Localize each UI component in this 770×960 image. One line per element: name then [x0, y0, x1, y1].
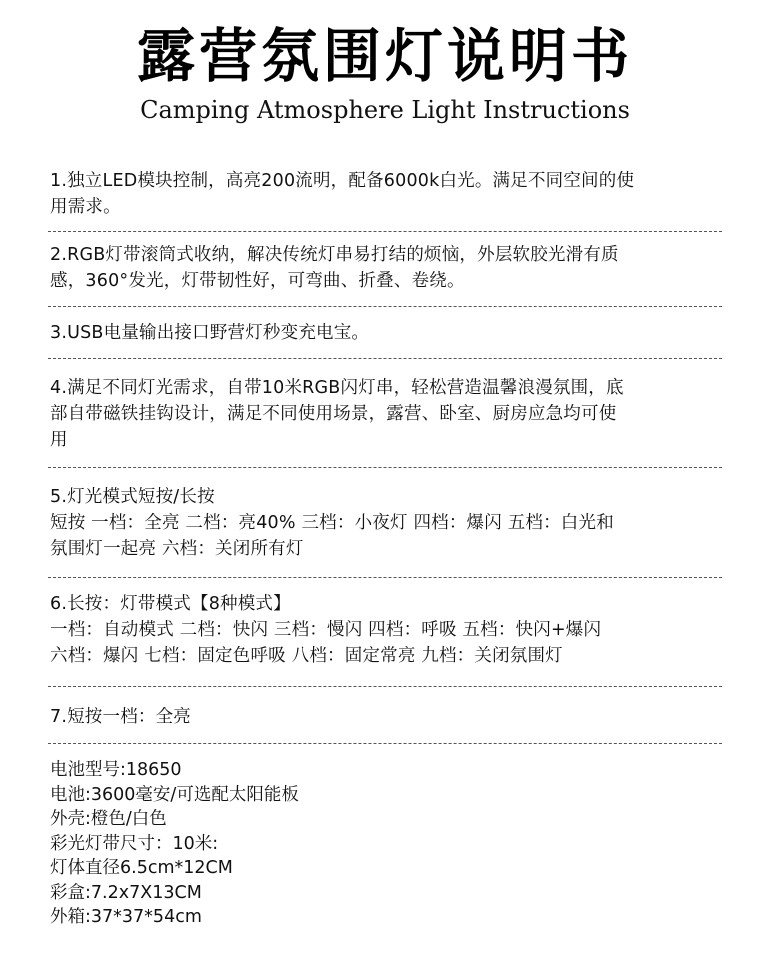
spec-body-size: 灯体直径6.5cm*12CM: [50, 858, 233, 878]
spec-shell: 外壳:橙色/白色: [50, 809, 167, 829]
section-5: [50, 484, 720, 562]
divider: [48, 231, 722, 232]
section-line: 用: [50, 430, 68, 450]
spec-light-strip: 彩光灯带尺寸：10米:: [50, 833, 219, 854]
page-title: 露营氛围灯说明书: [136, 22, 633, 90]
section-line: 7.短按一档：全亮: [50, 707, 191, 727]
section-line: 6.长按：灯带模式【8种模式】: [50, 594, 291, 614]
section-1: [50, 168, 720, 220]
section-line: 感，360°发光，灯带韧性好，可弯曲、折叠、卷绕。: [50, 271, 465, 291]
section-3: [50, 320, 720, 346]
section-2: [50, 242, 720, 294]
section-line: 2.RGB灯带滚筒式收纳，解决传统灯串易打结的烦恼，外层软胶光滑有质: [50, 245, 619, 265]
section-line: 部自带磁铁挂钩设计，满足不同使用场景，露营、卧室、厨房应急均可使: [50, 404, 617, 424]
spec-battery-model: 电池型号:18650: [50, 760, 182, 780]
section-line: 1.独立LED模块控制，高亮200流明，配备6000k白光。满足不同空间的使: [50, 171, 635, 191]
section-6: [50, 591, 720, 669]
section-4: [50, 375, 720, 453]
section-line: 5.灯光模式短按/长按: [50, 487, 215, 507]
section-line: 氛围灯一起亮 六档：关闭所有灯: [50, 539, 304, 559]
section-line: 3.USB电量输出接口野营灯秒变充电宝。: [50, 323, 370, 343]
section-7: [50, 704, 720, 730]
spec-list: [50, 758, 720, 930]
section-line: 六档：爆闪 七档：固定色呼吸 八档：固定常亮 九档：关闭氛围灯: [50, 646, 563, 666]
section-line: 4.满足不同灯光需求，自带10米RGB闪灯串，轻松营造温馨浪漫氛围，底: [50, 378, 624, 398]
divider: [48, 686, 722, 687]
divider: [48, 467, 722, 468]
section-line: 短按 一档：全亮 二档：亮40% 三档：小夜灯 四档：爆闪 五档：白光和: [50, 513, 614, 533]
divider: [48, 306, 722, 307]
spec-carton: 外箱:37*37*54cm: [50, 907, 202, 927]
divider: [48, 358, 722, 359]
section-line: 用需求。: [50, 197, 121, 217]
page-subtitle: Camping Atmosphere Light Instructions: [140, 96, 630, 124]
section-line: 一档：自动模式 二档：快闪 三档：慢闪 四档：呼吸 五档：快闪+爆闪: [50, 620, 602, 640]
spec-color-box: 彩盒:7.2x7X13CM: [50, 882, 202, 903]
divider: [48, 743, 722, 744]
spec-battery: 电池:3600毫安/可选配太阳能板: [50, 784, 299, 805]
divider: [48, 577, 722, 578]
